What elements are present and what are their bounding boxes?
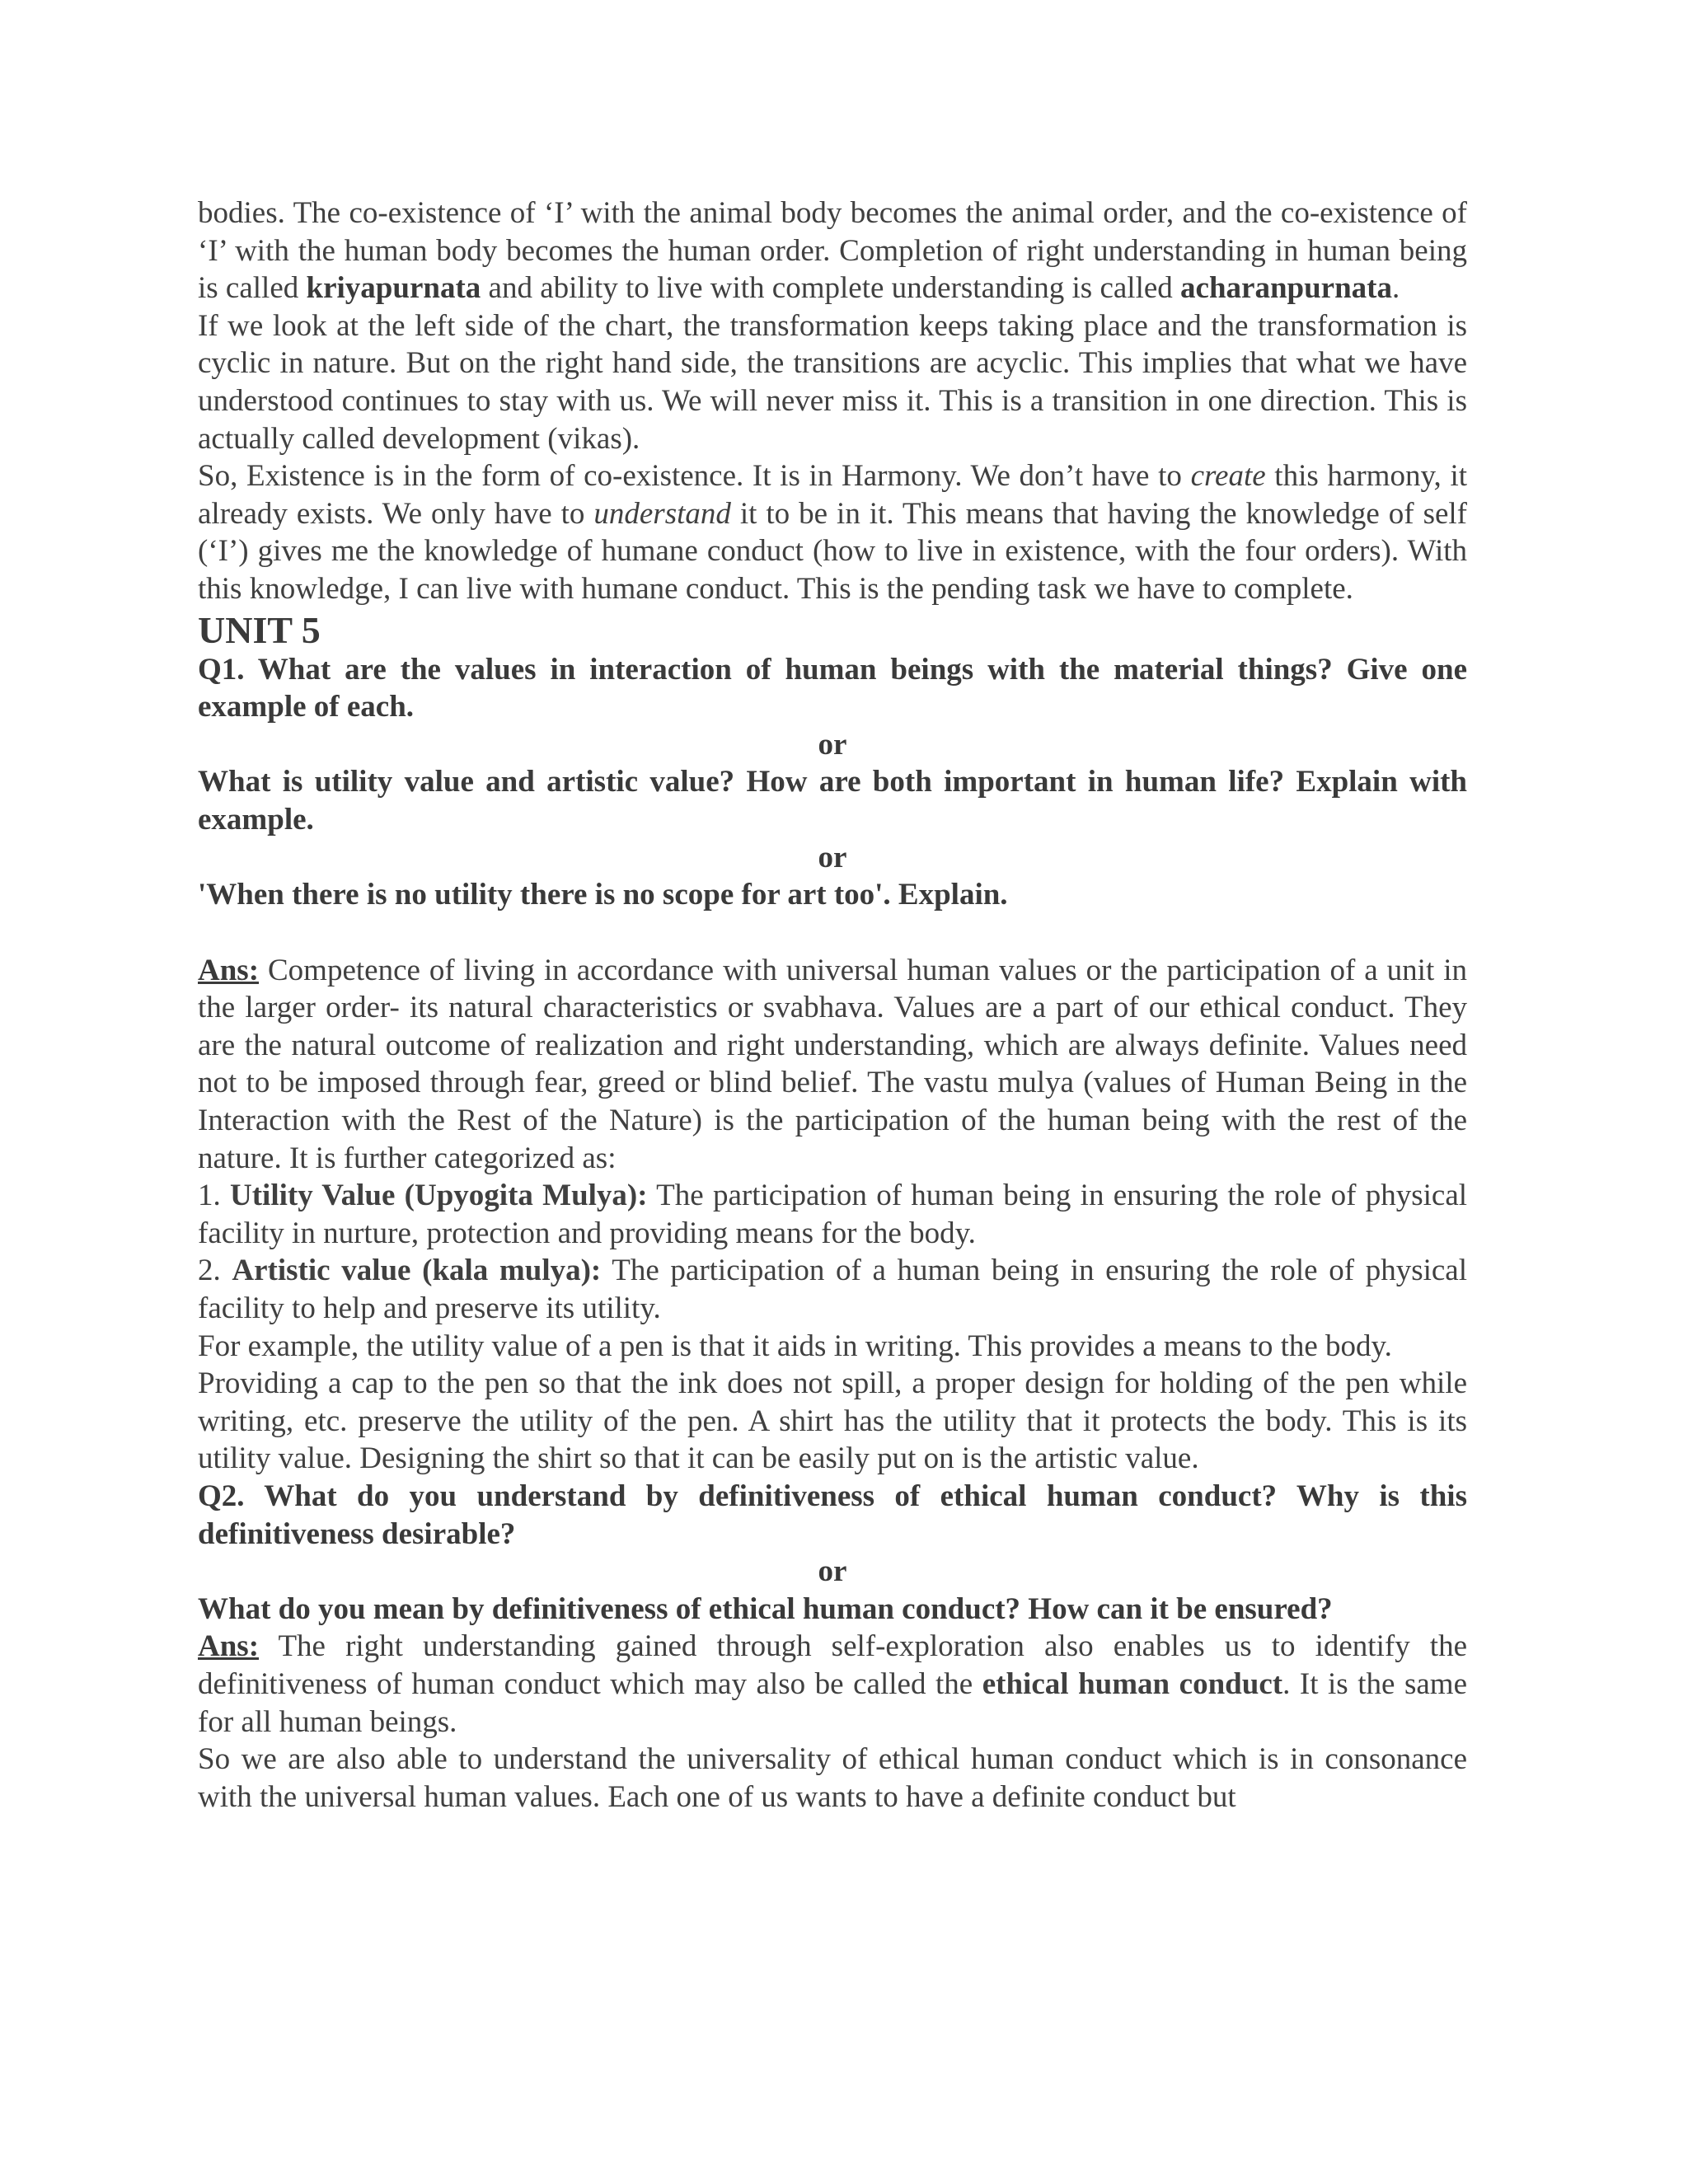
document-page bbox=[198, 194, 1467, 1816]
term-ethical-human-conduct: ethical human conduct bbox=[982, 1666, 1283, 1701]
emphasis-understand: understand bbox=[593, 496, 731, 531]
q1-or-2: or bbox=[818, 840, 847, 874]
paragraph-example-pen: For example, the utility value of a pen is that it aids in writing. This provides a means to the body. bbox=[198, 1329, 1392, 1363]
q1-or-1: or bbox=[818, 727, 847, 762]
term-artistic-value: Artistic value (kala mulya): bbox=[232, 1254, 602, 1288]
q1-alternate-2: 'When there is no utility there is no scope for art too'. Explain. bbox=[198, 878, 1008, 912]
list-item-artistic-value: 2. Artistic value (kala mulya): The participation of a human being in ensuring the role of physical facility to help and preserve its utility. bbox=[198, 1254, 1467, 1326]
q2-answer: Ans: The right understanding gained through self-exploration also enables us to identify the definitiveness of human conduct which may also be called the ethical human conduct. It is the same for all human beings. bbox=[198, 1629, 1467, 1739]
list-item-utility-value: 1. Utility Value (Upyogita Mulya): The participation of human being in ensuring the role of physical facility in nurture, protection and providing means for the body. bbox=[198, 1179, 1468, 1250]
term-utility-value: Utility Value (Upyogita Mulya): bbox=[230, 1179, 648, 1213]
q2-or-1: or bbox=[818, 1554, 847, 1589]
paragraph-example-shirt: Providing a cap to the pen so that the ink does not spill, a proper design for holding of the pen while writing, etc. preserve the utility of the pen. A shirt has the utility that it protects the body. This is its utility value. Designing the shirt so that it can be easily put on is the artistic value. bbox=[198, 1366, 1467, 1476]
spacer bbox=[198, 914, 1467, 952]
term-acharanpurnata: acharanpurnata bbox=[1180, 271, 1393, 306]
q1-alternate-1: What is utility value and artistic value? How are both important in human life? Explain with example. bbox=[198, 765, 1467, 837]
paragraph-universality: So we are also able to understand the universality of ethical human conduct which is in consonance with the universal human values. Each one of us wants to have a definite conduct but bbox=[198, 1742, 1467, 1814]
answer-label: Ans: bbox=[198, 1629, 260, 1664]
paragraph-orders: bodies. The co-existence of ‘I’ with the animal body becomes the animal order, and the co-existence of ‘I’ with the human body becomes the human order. Completion of right understanding in human being is called kriyapurnata and ability to live with complete understanding is called acharanpurnata. bbox=[198, 196, 1467, 306]
answer-label: Ans: bbox=[198, 953, 260, 987]
term-kriyapurnata: kriyapurnata bbox=[306, 271, 481, 306]
paragraph-harmony: So, Existence is in the form of co-existence. It is in Harmony. We don’t have to create this harmony, it already exists. We only have to understand it to be in it. This means that having the knowledge of self (‘I’) gives me the knowledge of humane conduct (how to live in existence, with the four orders). With this knowledge, I can live with humane conduct. This is the pending task we have to complete. bbox=[198, 459, 1468, 606]
unit-heading: UNIT 5 bbox=[198, 608, 321, 651]
q2-question: Q2. What do you understand by definitiveness of ethical human conduct? Why is this definitiveness desirable? bbox=[198, 1479, 1467, 1551]
q1-answer: Ans: Competence of living in accordance with universal human values or the participation of a unit in the larger order- its natural characteristics or svabhava. Values are a part of our ethical conduct. They are the natural outcome of realization and right understanding, which are always definite. Values need not to be imposed through fear, greed or blind belief. The vastu mulya (values of Human Being in the Interaction with the Rest of the Nature) is the participation of the human being with the rest of the nature. It is further categorized as: bbox=[198, 953, 1467, 1175]
emphasis-create: create bbox=[1190, 459, 1266, 494]
q2-alternate-1: What do you mean by definitiveness of ethical human conduct? How can it be ensured? bbox=[198, 1591, 1333, 1626]
q1-question: Q1. What are the values in interaction of human beings with the material things? Give one example of each. bbox=[198, 652, 1467, 724]
paragraph-transformation: If we look at the left side of the chart, the transformation keeps taking place and the transformation is cyclic in nature. But on the right hand side, the transitions are acyclic. This implies that what we have understood continues to stay with us. We will never miss it. This is a transition in one direction. This is actually called development (vikas). bbox=[198, 308, 1467, 456]
